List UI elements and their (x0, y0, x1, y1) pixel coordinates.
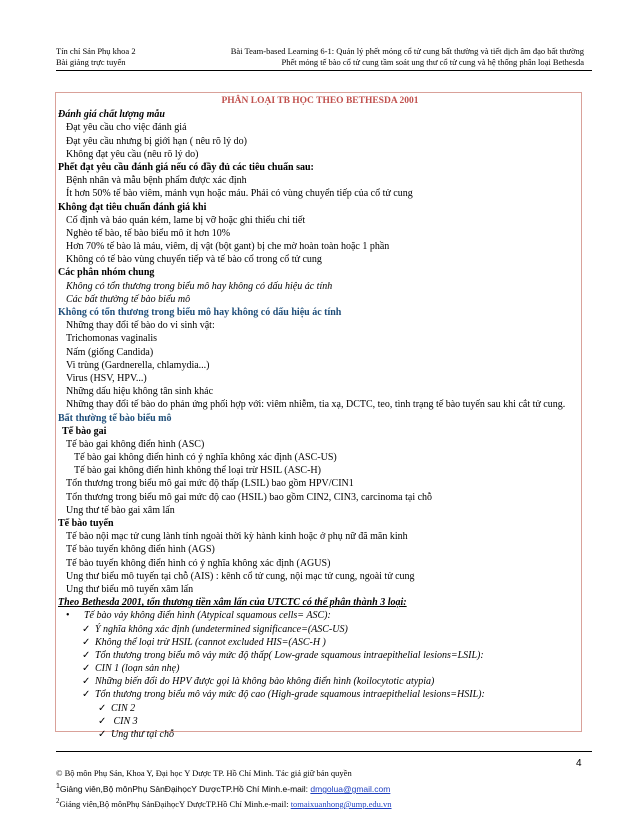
classification-line-text: Không đạt tiêu chuẩn đánh giá khi (58, 201, 207, 213)
classification-line-text: Tổn thương trong biểu mô gai mức độ cao (HSIL) bao gồm CIN2, CIN3, carcinoma tại chỗ (66, 491, 433, 503)
classification-line-text: Hơn 70% tế bào là máu, viêm, dị vật (bột gant) bị che mờ hoàn toàn hoặc 1 phần (66, 241, 390, 253)
classification-line-text: Ung thư tế bào gai xâm lấn (66, 504, 175, 516)
classification-line-text: Ít hơn 50% tế bào viêm, mảnh vụn hoặc máu. Phải có vùng chuyển tiếp của cổ tử cung (66, 188, 413, 200)
classification-line (58, 266, 582, 279)
classification-line-text: Đạt yêu cầu cho việc đánh giá (66, 122, 187, 134)
header-left (56, 46, 136, 68)
classification-line-text: Các bất thường tế bào biểu mô (66, 293, 191, 305)
classification-line (58, 161, 582, 174)
classification-line-text: Ung thư tại chỗ (111, 729, 174, 740)
classification-line-text: Không thể loại trừ HSIL (cannot excluded HIS=(ASC-H ) (95, 636, 326, 648)
classification-line (58, 688, 582, 701)
header-right (212, 46, 584, 68)
classification-line (58, 438, 582, 451)
course-title: Tín chỉ Sản Phụ khoa 2 (56, 46, 136, 56)
checkmark-icon: ✓ (82, 663, 91, 675)
classification-line-text: Ung thư biểu mô tuyến tại chỗ (AIS) : kênh cổ tử cung, nội mạc tử cung, ngoài tử cung (66, 570, 415, 582)
classification-line (58, 135, 582, 148)
author-1-email-link[interactable]: dmgolua@gmail.com (310, 784, 391, 794)
classification-line (58, 728, 582, 741)
checkmark-icon: ✓ (82, 636, 91, 648)
author-1-text: Giảng viên,Bộ mônPhụ SảnĐạihọcY DượcTP.Hồ Chí Minh.e-mail: (59, 784, 311, 794)
classification-line-text: Tế bào gai không điển hình (ASC) (66, 438, 205, 450)
footnote-2-marker: 2 (56, 797, 60, 805)
classification-line (58, 557, 582, 570)
classification-line (58, 148, 582, 161)
classification-line-text: Tế bào nội mạc tử cung lành tính ngoài thời kỳ hành kinh hoặc ở phụ nữ đã mãn kinh (66, 531, 408, 543)
classification-line-text: Không có tổn thương trong biểu mô hay không có dấu hiệu ác tính (58, 307, 342, 318)
classification-line (58, 359, 582, 372)
classification-line (58, 702, 582, 715)
classification-line (58, 596, 582, 609)
classification-line-text: Ý nghĩa không xác định (undetermined significance=(ASC-US) (95, 623, 348, 635)
classification-line (58, 372, 582, 385)
page-number: 4 (576, 758, 582, 769)
checkmark-icon: ✓ (82, 676, 91, 688)
classification-line-text: Tế bào tuyến không điển hình có ý nghĩa không xác định (AGUS) (66, 557, 331, 569)
classification-line-text: Theo Bethesda 2001, tổn thương tiền xâm lấn của UTCTC có thể phân thành 3 loại: (58, 597, 407, 609)
classification-line (58, 174, 582, 187)
footnote-1-marker: 1 (56, 783, 60, 790)
classification-line (58, 227, 582, 240)
classification-line (58, 412, 582, 425)
classification-line-text: CIN 3 (111, 715, 138, 727)
classification-line (58, 108, 582, 121)
classification-line-text: Không đạt yêu cầu (nêu rõ lý do) (66, 148, 199, 160)
classification-line (58, 517, 582, 530)
classification-line (58, 253, 582, 266)
classification-line-text: Tế bào gai không điển hình không thể loại trừ HSIL (ASC-H) (74, 465, 321, 477)
classification-line (58, 662, 582, 675)
classification-line (58, 715, 582, 728)
classification-line (58, 530, 582, 543)
classification-line-text: Tổn thương trong biểu mô vảy mức độ cao (High-grade squamous intraepithelial lesions=HSIL): (95, 689, 485, 701)
classification-line (58, 451, 582, 464)
classification-line-text: CIN 2 (111, 702, 136, 714)
classification-line (58, 201, 582, 214)
classification-line (58, 649, 582, 662)
classification-line-text: Nấm (giống Candida) (66, 346, 154, 358)
classification-line (58, 240, 582, 253)
classification-line-text: Những biến đổi do HPV được gọi là không bào không điển hình (koilocytotic atypia) (95, 676, 435, 688)
checkmark-icon: ✓ (82, 623, 91, 635)
classification-line-text: Trichomonas vaginalis (66, 333, 158, 345)
classification-line-text: Vi trùng (Gardnerella, chlamydia...) (66, 359, 210, 371)
classification-line-text: Tế bào tuyến không điển hình (AGS) (66, 544, 215, 556)
author-2-email-link[interactable]: tomaixuanhong@ump.edu.vn (290, 799, 392, 809)
classification-line-text: Ung thư biểu mô tuyến xâm lấn (66, 583, 194, 595)
classification-line (58, 214, 582, 227)
checkmark-icon: ✓ (98, 715, 107, 727)
classification-line-text: Phết đạt yêu cầu đánh giá nếu có đầy đủ các tiêu chuẩn sau: (58, 161, 314, 173)
classification-line (58, 636, 582, 649)
classification-line-text: Tổn thương trong biểu mô vảy mức độ thấp( Low-grade squamous intraepithelial lesions=LSIL): (95, 649, 484, 661)
classification-line-text: Không có tế bào vùng chuyển tiếp và tế bào cổ trong cổ tử cung (66, 254, 322, 266)
copyright-line: © Bộ môn Phụ Sản, Khoa Y, Đại học Y Dược TP. Hồ Chí Minh. Tác giả giữ bản quyền (56, 768, 352, 778)
classification-line-text: Không có tổn thương trong biểu mô hay không có dấu hiệu ác tính (66, 280, 333, 292)
classification-line-text: Tổn thương trong biểu mô gai mức độ thấp (LSIL) bao gồm HPV/CIN1 (66, 478, 354, 490)
classification-line-text: Đạt yêu cầu nhưng bị giới hạn ( nêu rõ lý do) (66, 135, 247, 147)
lesson-title: Bài Team-based Learning 6-1: Quản lý phết mỏng cổ tử cung bất thường và tiết dịch âm đạo bất thường (230, 46, 584, 56)
classification-line-text: Nghèo tế bào, tế bào biểu mô ít hơn 10% (66, 227, 231, 239)
classification-line (58, 675, 582, 688)
classification-line-text: CIN 1 (loạn sản nhẹ) (95, 663, 180, 675)
checkmark-icon: ✓ (98, 729, 107, 740)
lecture-type: Bài giảng trực tuyến (56, 57, 126, 67)
classification-line-text: Bất thường tế bào biểu mô (58, 412, 172, 424)
checkmark-icon: ✓ (98, 702, 107, 714)
classification-line-text: Những dấu hiệu không tân sinh khác (66, 386, 214, 398)
classification-line-text: Cố định và bảo quản kém, lame bị vỡ hoặc ghi thiếu chi tiết (66, 214, 306, 226)
classification-line (58, 491, 582, 504)
classification-line (58, 187, 582, 200)
header-divider (56, 70, 592, 71)
classification-line (58, 385, 582, 398)
footer-divider (56, 751, 592, 752)
classification-line (58, 477, 582, 490)
classification-line (58, 543, 582, 556)
classification-line (58, 464, 582, 477)
classification-line (58, 280, 582, 293)
classification-line (58, 121, 582, 134)
classification-line (58, 570, 582, 583)
classification-line-text: Các phân nhóm chung (58, 267, 155, 279)
classification-line (58, 623, 582, 636)
author-2-line (56, 799, 392, 810)
classification-line (58, 504, 582, 517)
classification-line (58, 609, 582, 622)
bullet-icon: • (66, 610, 70, 622)
author-2-text: Giảng viên,Bộ mônPhụ SảnĐạihọcY DượcTP.Hồ Chí Minh.e-mail: (59, 799, 291, 809)
classification-line (58, 346, 582, 359)
bethesda-content (58, 95, 582, 741)
checkmark-icon: ✓ (82, 649, 91, 661)
classification-line-text: Những thay đổi tế bào do vi sinh vật: (66, 320, 215, 332)
classification-line (58, 293, 582, 306)
classification-line-text: Bệnh nhân và mẫu bệnh phẩm được xác định (66, 175, 247, 187)
author-1-line (56, 784, 390, 795)
classification-line-text: Tế bào vảy không điển hình (Atypical squamous cells= ASC): (84, 610, 331, 622)
classification-line (58, 332, 582, 345)
classification-line-text: Tế bào tuyến (58, 518, 114, 529)
classification-line (58, 583, 582, 596)
classification-line-text: Đánh giá chất lượng mẫu (58, 109, 165, 121)
classification-line (58, 425, 582, 438)
lesson-subtitle: Phết mỏng tế bào cổ tử cung tầm soát ung thư cổ tử cung và hệ thống phân loại Bethesda (281, 57, 584, 67)
classification-line (58, 306, 582, 319)
box-title: PHÂN LOẠI TB HỌC THEO BETHESDA 2001 (221, 96, 419, 106)
classification-line (58, 398, 582, 411)
classification-line-text: Những thay đổi tế bào do phản ứng phối hợp với: viêm nhiễm, tia xạ, DCTC, teo, tình trạng tế bào tuyến sau khi cắt tử cung. (66, 399, 566, 411)
classification-line (58, 319, 582, 332)
classification-list (58, 108, 582, 741)
classification-line-text: Tế bào gai (62, 425, 107, 437)
classification-line-text: Virus (HSV, HPV...) (66, 372, 147, 384)
checkmark-icon: ✓ (82, 689, 91, 701)
classification-line-text: Tế bào gai không điển hình có ý nghĩa không xác định (ASC-US) (74, 452, 337, 464)
